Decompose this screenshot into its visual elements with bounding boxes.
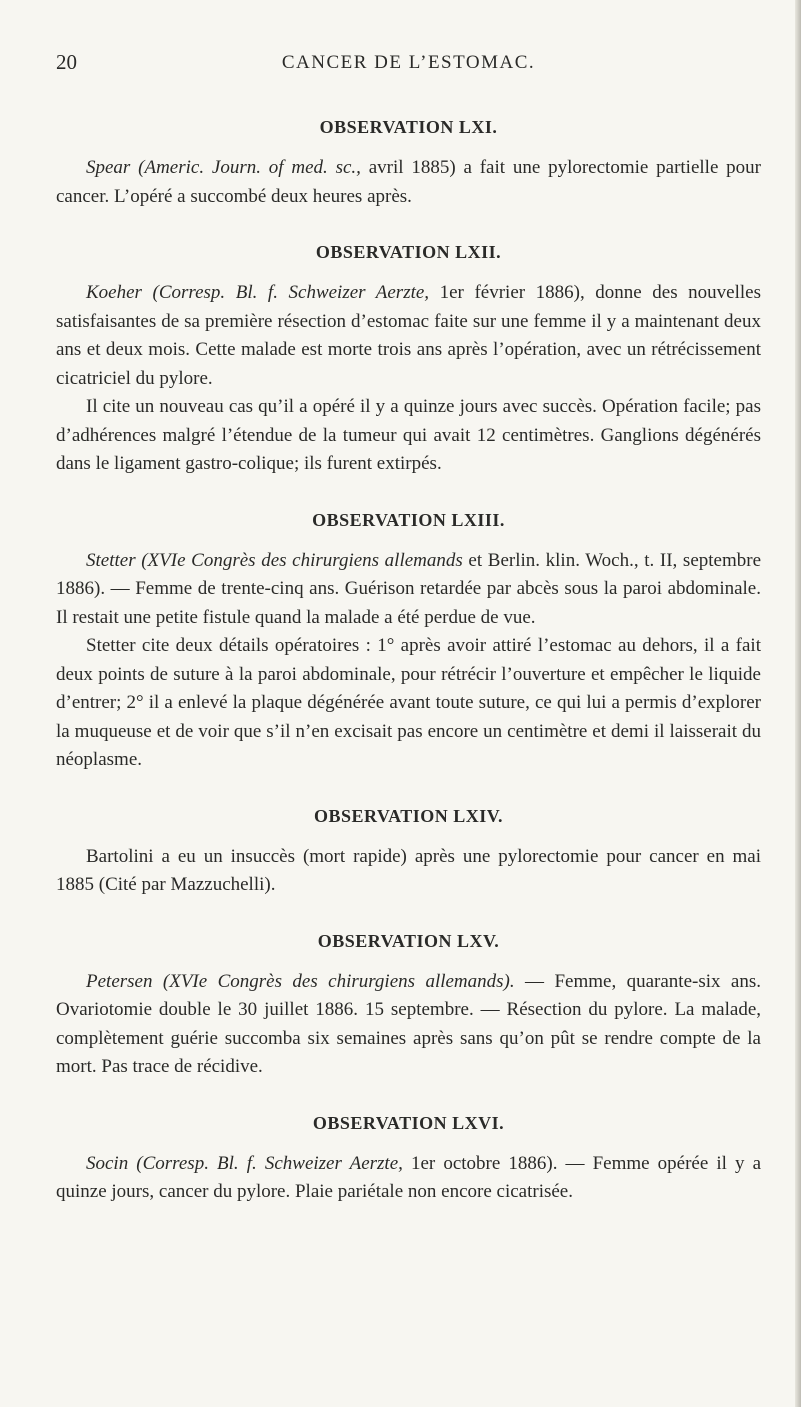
observation-lxi: [56, 114, 761, 211]
running-title: CANCER DE L’ESTOMAC.: [281, 52, 536, 73]
observation-paragraph: [56, 632, 761, 775]
observation-paragraph: [56, 279, 761, 393]
paragraph-text: Bartolini a eu un insuccès (mort rapide) après une pylorectomie pour cancer en mai 1885 (Cité par Mazzuchelli).: [56, 845, 761, 895]
observation-paragraph: [56, 154, 761, 211]
observation-heading: OBSERVATION LXIII.: [312, 509, 505, 530]
observation-heading: OBSERVATION LXV.: [317, 930, 500, 951]
paragraph-text: avril 1885) a fait une pylorectomie partielle pour cancer. L’opéré a succombé deux heures après.: [56, 157, 762, 207]
observation-lxvi: [56, 1110, 761, 1207]
observation-lxiii: [56, 507, 761, 775]
observation-lxii: [56, 239, 761, 479]
observation-paragraph: [56, 393, 761, 479]
observation-heading: OBSERVATION LXI.: [319, 117, 498, 137]
paragraph-text: — Femme, quarante-six ans. Ovariotomie double le 30 juillet 1886. 15 septembre. — Résection du pylore. La malade, complètement guérie succomba six semaines après sans qu’on pût se rendre compte de la mort. Pas trace de récidive.: [56, 970, 762, 1077]
citation: Petersen (XVIe Congrès des chirurgiens allemands).: [86, 970, 515, 992]
citation: Spear (Americ. Journ. of med. sc.,: [86, 157, 361, 178]
observation-paragraph: [56, 1150, 761, 1207]
observation-heading: OBSERVATION LXIV.: [314, 805, 503, 826]
running-head: [56, 50, 761, 80]
observation-paragraph: [56, 843, 761, 900]
observation-lxiv: [56, 803, 761, 900]
page-edge: [795, 0, 801, 1407]
citation: Stetter (XVIe Congrès des chirurgiens allemands: [86, 549, 463, 571]
page-number: 20: [56, 50, 77, 74]
paragraph-text: 1er février 1886), donne des nouvelles satisfaisantes de sa première résection d’estomac faite sur une femme il y a maintenant deux ans et deux mois. Cette malade est morte trois ans après l’opération, avec un rétrécissement cicatriciel du pylore.: [56, 282, 761, 389]
observation-heading: OBSERVATION LXVI.: [312, 1112, 505, 1133]
citation: Socin (Corresp. Bl. f. Schweizer Aerzte,: [86, 1152, 403, 1174]
observation-heading: OBSERVATION LXII.: [315, 242, 502, 262]
observation-lxv: [56, 928, 761, 1082]
paragraph-text: Stetter cite deux détails opératoires : 1° après avoir attiré l’estomac au dehors, il a fait deux points de suture à la paroi abdominale, pour rétrécir l’ouverture et empêcher le liquide d’entrer; 2° il a enlevé la plaque dégénérée avant toute suture, ce qui lui a permis d’explorer la muqueuse et de voir que s’il n’en excisait pas encore un centimètre et demi il laisserait du néoplasme.: [56, 635, 761, 770]
paragraph-text: et Berlin. klin. Woch., t. II, septembre 1886). — Femme de trente-cinq ans. Guérison retardée par abcès sous la paroi abdominale. Il restait une petite fistule quand la malade a été perdue de vue.: [56, 549, 761, 628]
document-body: [56, 114, 761, 1235]
observation-paragraph: [56, 547, 761, 633]
paragraph-text: Il cite un nouveau cas qu’il a opéré il y a quinze jours avec succès. Opération facile; pas d’adhérences malgré l’étendue de la tumeur qui avait 12 centimètres. Ganglions dégénérés dans le ligament gastro-colique; ils furent extirpés.: [56, 396, 761, 474]
citation: Koeher (Corresp. Bl. f. Schweizer Aerzte,: [86, 282, 430, 303]
observation-paragraph: [56, 968, 761, 1082]
paragraph-text: 1er octobre 1886). — Femme opérée il y a quinze jours, cancer du pylore. Plaie pariétale non encore cicatrisée.: [56, 1152, 761, 1202]
